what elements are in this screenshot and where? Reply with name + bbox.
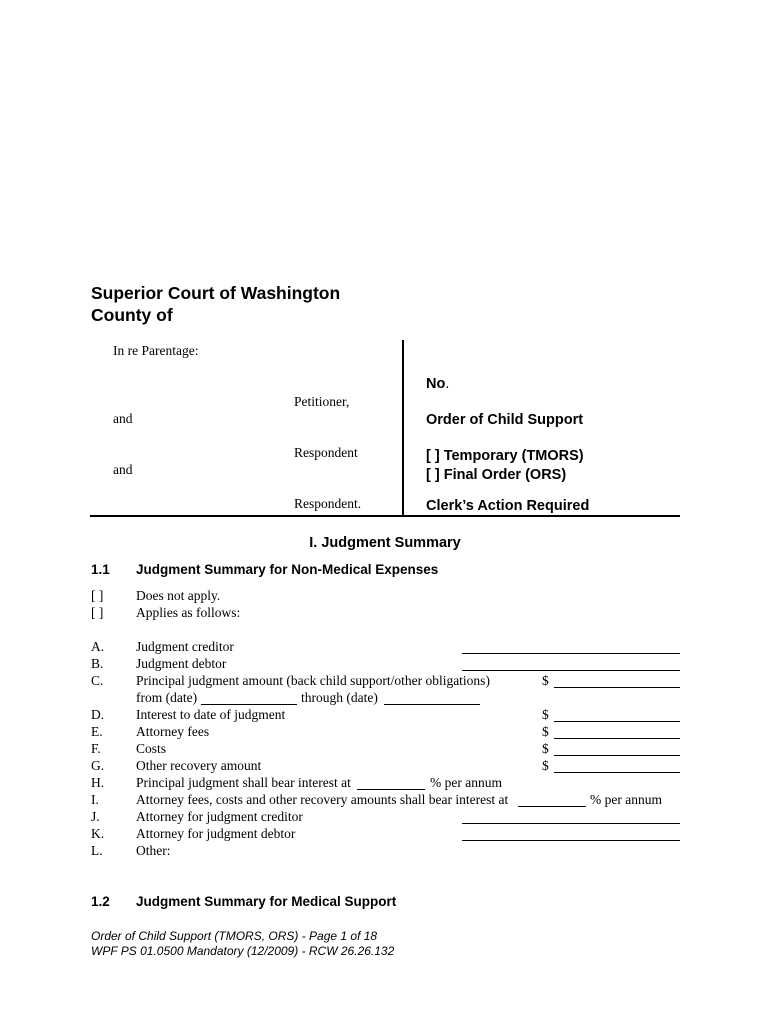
item-letter: B. [91,656,104,671]
item-letter: E. [91,724,103,739]
item-text: Judgment debtor [136,656,227,671]
caption-divider-horizontal [90,515,680,517]
item-letter: A. [91,639,105,654]
item-text: Attorney for judgment creditor [136,809,303,824]
in-re-label: In re Parentage: [113,343,199,358]
interest-amount-field[interactable] [554,709,680,722]
item-text: Principal judgment shall bear interest at [136,775,351,790]
dollar-sign-d: $ [542,707,549,722]
dollar-sign-c: $ [542,673,549,688]
item-letter: D. [91,707,105,722]
item-letter: K. [91,826,105,841]
item-letter: J. [91,809,100,824]
item-text: Other: [136,843,171,858]
per-annum-label-i: % per annum [590,792,662,807]
other-recovery-field[interactable] [554,760,680,773]
attorney-debtor-field[interactable] [462,828,680,841]
section-1-1-number: 1.1 [91,562,110,577]
checkbox-does-not-apply[interactable]: [ ] [91,588,104,603]
caption-divider-vertical [402,340,404,516]
item-text: Judgment creditor [136,639,234,654]
principal-amount-field[interactable] [554,675,680,688]
clerks-action-required: Clerk’s Action Required [426,498,590,514]
county-label: County of [91,305,173,325]
item-letter: H. [91,775,105,790]
fees-interest-rate-field[interactable] [518,794,586,807]
court-heading [91,282,340,326]
label-applies: Applies as follows: [136,605,241,620]
item-text: Costs [136,741,167,756]
dollar-sign-f: $ [542,741,549,756]
dollar-sign-e: $ [542,724,549,739]
item-text: Attorney fees, costs and other recovery amounts shall bear interest at [136,792,509,807]
section-1-1-title: Judgment Summary for Non-Medical Expenses [136,562,439,577]
attorney-creditor-field[interactable] [462,811,680,824]
label-does-not-apply: Does not apply. [136,588,221,603]
costs-field[interactable] [554,743,680,756]
item-letter: L. [91,843,103,858]
footer-page-info: Order of Child Support (TMORS, ORS) - Page 1 of 18 [91,929,378,943]
from-date-label: from (date) [136,690,198,705]
section-heading-judgment-summary [0,535,770,551]
item-text: Principal judgment amount (back child support/other obligations) [136,673,490,688]
item-text: Other recovery amount [136,758,262,773]
item-letter: F. [91,741,101,756]
judgment-debtor-field[interactable] [462,658,680,671]
and-label-2: and [113,462,133,477]
case-number-dot: . [445,376,450,392]
through-date-field[interactable] [384,692,480,705]
option-final-order[interactable]: [ ] Final Order (ORS) [426,467,567,483]
section-1-2-number: 1.2 [91,894,110,909]
through-date-label: through (date) [301,690,378,705]
order-title: Order of Child Support [426,412,584,428]
respondent-label-2: Respondent. [294,496,362,511]
item-letter: C. [91,673,104,688]
item-text: Interest to date of judgment [136,707,286,722]
attorney-fees-field[interactable] [554,726,680,739]
court-name: Superior Court of Washington [91,283,341,303]
checkbox-applies[interactable]: [ ] [91,605,104,620]
respondent-label-1: Respondent [294,445,358,460]
section-1-2-title: Judgment Summary for Medical Support [136,894,397,909]
section-heading-text: I. Judgment Summary [309,535,461,551]
petitioner-label: Petitioner, [294,394,350,409]
from-date-field[interactable] [201,692,297,705]
option-temporary[interactable]: [ ] Temporary (TMORS) [426,448,584,464]
per-annum-label-h: % per annum [430,775,502,790]
item-letter: G. [91,758,105,773]
dollar-sign-g: $ [542,758,549,773]
case-number-text: No [426,376,446,392]
item-text: Attorney for judgment debtor [136,826,296,841]
footer-form-info: WPF PS 01.0500 Mandatory (12/2009) - RCW 26.26.132 [91,944,395,958]
item-text: Attorney fees [136,724,210,739]
principal-interest-rate-field[interactable] [357,777,425,790]
case-number-label [426,376,449,392]
and-label-1: and [113,411,133,426]
judgment-creditor-field[interactable] [462,641,680,654]
item-letter: I. [91,792,99,807]
